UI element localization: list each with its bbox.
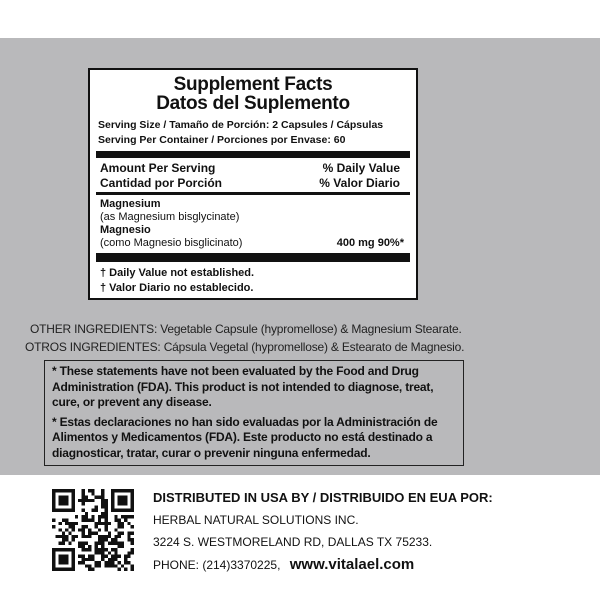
valor-diario-header: % Valor Diario — [319, 176, 400, 190]
qr-code-icon — [52, 489, 134, 571]
disclaimer-es: * Estas declaraciones no han sido evaluadas por la Administración de Alimentos y Medicamentos (FDA). Este producto no está destinado a diagnosticar, tratar, curar o prevenir ninguna enfermedad. — [52, 414, 438, 460]
other-ingredients-es — [25, 340, 464, 354]
cantidad-por-porcion: Cantidad por Porción — [100, 176, 223, 190]
nutrient-name: Magnesium — [100, 198, 161, 210]
supplement-facts-panel — [88, 68, 418, 300]
daily-value-header: % Daily Value — [322, 161, 400, 175]
nutrient-name-es: Magnesio — [100, 224, 151, 236]
nutrient-form-es: (como Magnesio bisglicinato) — [100, 237, 243, 249]
nutrient-amount: 400 mg 90%* — [336, 237, 404, 249]
phone-number: PHONE: (214)3370225, — [153, 558, 281, 572]
medium-rule — [96, 192, 410, 195]
distribution-heading: DISTRIBUTED IN USA BY / DISTRIBUIDO EN EUA POR: — [153, 490, 493, 505]
company-name: HERBAL NATURAL SOLUTIONS INC. — [153, 513, 359, 527]
otros-ingredientes-label: OTROS INGREDIENTES: — [25, 340, 161, 354]
facts-title-es: Datos del Suplemento — [156, 93, 350, 114]
other-ingredients-en — [30, 322, 462, 336]
serving-size: Serving Size / Tamaño de Porción: 2 Capsules / Cápsulas — [98, 119, 384, 131]
thick-rule — [96, 151, 410, 158]
footnote-es: † Valor Diario no establecido. — [100, 282, 254, 294]
otros-ingredientes-text: Cápsula Vegetal (hypromellose) & Estearato de Magnesio. — [163, 340, 465, 354]
amount-per-serving: Amount Per Serving — [100, 161, 216, 175]
disclaimer-box — [44, 360, 464, 466]
contact-line — [153, 556, 414, 573]
disclaimer-en: * These statements have not been evaluated by the Food and Drug Administration (FDA). This product is not intended to diagnose, treat, cure, or prevent any disease. — [52, 364, 434, 409]
company-address: 3224 S. WESTMORELAND RD, DALLAS TX 75233. — [153, 535, 433, 549]
amount-header-es — [100, 176, 400, 190]
facts-title-en: Supplement Facts — [173, 74, 333, 95]
website-link[interactable]: www.vitalael.com — [289, 556, 415, 573]
nutrient-form: (as Magnesium bisglycinate) — [100, 211, 240, 223]
thick-rule-bottom — [96, 253, 410, 262]
other-ingredients-text: Vegetable Capsule (hypromellose) & Magnesium Stearate. — [160, 322, 462, 336]
footnote-en: † Daily Value not established. — [100, 267, 255, 279]
other-ingredients-label: OTHER INGREDIENTS: — [30, 322, 158, 336]
amount-header-en — [100, 161, 400, 175]
servings-per-container: Serving Per Container / Porciones por Envase: 60 — [98, 134, 346, 146]
